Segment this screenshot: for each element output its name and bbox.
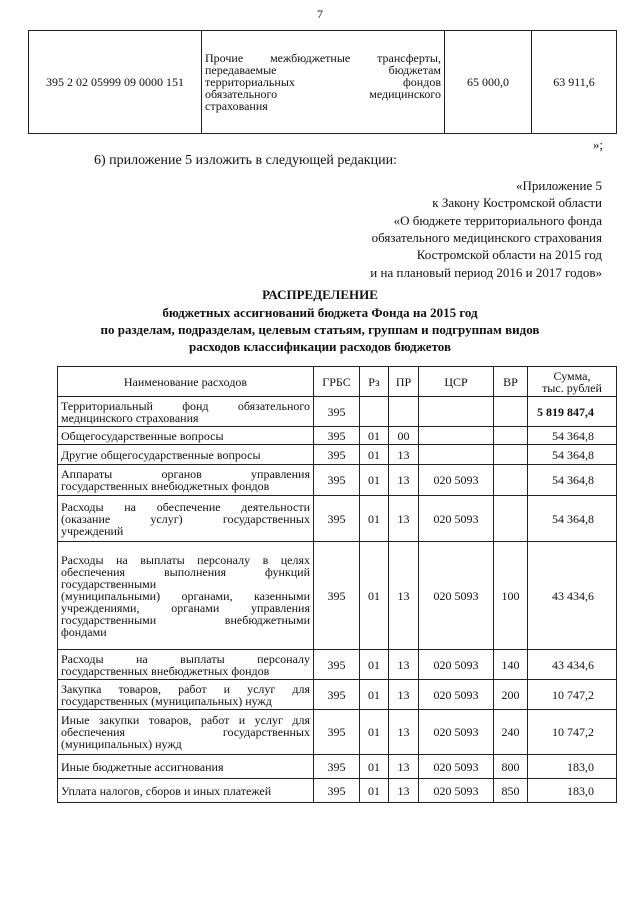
csr-cell: 020 5093 <box>419 650 494 680</box>
header-vr: ВР <box>494 367 528 397</box>
description-cell <box>202 31 445 134</box>
csr-cell: 020 5093 <box>419 465 494 496</box>
table-row <box>58 465 617 496</box>
expense-name-line: Расходы на выплаты персоналу <box>61 651 310 666</box>
expense-name-line: государственных внебюджетных фондов <box>61 479 270 493</box>
header-pr: ПР <box>389 367 419 397</box>
pr-cell: 13 <box>389 680 419 710</box>
sum-cell: 43 434,6 <box>528 650 617 680</box>
rz-cell: 01 <box>360 542 389 650</box>
expense-name-line: Расходы на выплаты персоналу в целях <box>61 552 310 567</box>
pr-cell: 13 <box>389 445 419 465</box>
rz-cell: 01 <box>360 755 389 779</box>
sum-cell: 54 364,8 <box>528 465 617 496</box>
sum-cell: 10 747,2 <box>528 680 617 710</box>
vr-cell: 240 <box>494 710 528 755</box>
csr-cell <box>419 427 494 445</box>
appendix-header-line: «Приложение 5 <box>515 178 602 193</box>
expense-name-cell <box>58 755 314 779</box>
table-row <box>58 427 617 445</box>
expense-name-line: Аппараты органов управления <box>61 467 310 481</box>
expense-name-line: фондами <box>61 624 107 639</box>
expense-name-cell <box>58 427 314 445</box>
pr-cell: 13 <box>389 650 419 680</box>
header-name: Наименование расходов <box>58 367 314 397</box>
vr-cell: 850 <box>494 779 528 803</box>
expense-name-line: Закупка товаров, работ и услуг для <box>61 681 310 696</box>
csr-cell: 020 5093 <box>419 542 494 650</box>
header-sum <box>528 367 617 397</box>
pr-cell: 13 <box>389 496 419 542</box>
table-row <box>29 31 617 134</box>
expense-name-line: государственных внебюджетных фондов <box>61 663 270 678</box>
document-subtitle: по разделам, подразделам, целевым статьям, группам и подгруппам видов <box>100 322 540 337</box>
sum-cell: 5 819 847,4 <box>528 397 617 427</box>
vr-cell <box>494 427 528 445</box>
csr-cell: 020 5093 <box>419 755 494 779</box>
rz-cell: 01 <box>360 710 389 755</box>
document-title: РАСПРЕДЕЛЕНИЕ <box>262 287 378 302</box>
rz-cell: 01 <box>360 650 389 680</box>
grbs-cell: 395 <box>314 710 360 755</box>
expense-name-cell <box>58 650 314 680</box>
expense-name-cell <box>58 397 314 427</box>
pr-cell <box>389 397 419 427</box>
table-row <box>58 542 617 650</box>
grbs-cell: 395 <box>314 427 360 445</box>
table-header-row <box>58 367 617 397</box>
expense-name-cell <box>58 445 314 465</box>
vr-cell: 800 <box>494 755 528 779</box>
grbs-cell: 395 <box>314 650 360 680</box>
expense-name-line: государственными внебюджетными <box>61 612 310 627</box>
expense-name-line: Общегосударственные вопросы <box>61 428 224 443</box>
csr-cell <box>419 397 494 427</box>
pr-cell: 13 <box>389 465 419 496</box>
expense-name-line: (оказание услуг) государственных <box>61 511 310 526</box>
csr-cell: 020 5093 <box>419 680 494 710</box>
grbs-cell: 395 <box>314 496 360 542</box>
pr-cell: 13 <box>389 710 419 755</box>
expense-name-cell <box>58 465 314 496</box>
csr-cell <box>419 445 494 465</box>
appendix-header-line: обязательного медицинского страхования <box>371 230 602 245</box>
sum-cell: 183,0 <box>528 779 617 803</box>
csr-cell: 020 5093 <box>419 779 494 803</box>
document-subtitle: бюджетных ассигнований бюджета Фонда на 2015 год <box>162 305 478 320</box>
value-2015-cell: 65 000,0 <box>445 31 532 134</box>
table-row <box>58 397 617 427</box>
header-csr: ЦСР <box>419 367 494 397</box>
grbs-cell: 395 <box>314 397 360 427</box>
header-grbs: ГРБС <box>314 367 360 397</box>
expense-name-line: государственными <box>61 576 157 591</box>
appendix-header-line: Костромской области на 2015 год <box>416 247 602 262</box>
grbs-cell: 395 <box>314 755 360 779</box>
value-2016-cell: 63 911,6 <box>532 31 617 134</box>
appendix-header-line: к Закону Костромской области <box>432 195 602 210</box>
budget-code-cell: 395 2 02 05999 09 0000 151 <box>29 31 202 134</box>
vr-cell <box>494 465 528 496</box>
vr-cell <box>494 496 528 542</box>
grbs-cell: 395 <box>314 542 360 650</box>
closing-quote: »; <box>592 137 603 152</box>
expense-name-line: (муниципальных) нужд <box>61 737 182 751</box>
expense-name-line: Территориальный фонд обязательного <box>61 398 310 413</box>
amendment-instruction: 6) приложение 5 изложить в следующей редакции: <box>94 153 397 168</box>
pr-cell: 00 <box>389 427 419 445</box>
header-sum-line: тыс. рублей <box>542 380 602 395</box>
rz-cell: 01 <box>360 465 389 496</box>
header-sum-line: Сумма, <box>553 368 591 383</box>
vr-cell <box>494 397 528 427</box>
table-row <box>58 680 617 710</box>
grbs-cell: 395 <box>314 779 360 803</box>
grbs-cell: 395 <box>314 465 360 496</box>
expense-name-line: Другие общегосударственные вопросы <box>61 447 261 462</box>
expense-name-cell <box>58 710 314 755</box>
csr-cell: 020 5093 <box>419 710 494 755</box>
csr-cell: 020 5093 <box>419 496 494 542</box>
sum-cell: 10 747,2 <box>528 710 617 755</box>
expense-name-cell <box>58 779 314 803</box>
table-row <box>58 650 617 680</box>
expense-name-line: Уплата налогов, сборов и иных платежей <box>61 783 272 798</box>
rz-cell: 01 <box>360 680 389 710</box>
grbs-cell: 395 <box>314 680 360 710</box>
description-line: передаваемые бюджетам <box>205 63 441 77</box>
description-line: обязательного медицинского <box>205 87 441 101</box>
description-line: страхования <box>205 99 268 113</box>
rz-cell: 01 <box>360 496 389 542</box>
vr-cell <box>494 445 528 465</box>
description-line: Прочие межбюджетные трансферты, <box>205 51 441 65</box>
pr-cell: 13 <box>389 779 419 803</box>
rz-cell <box>360 397 389 427</box>
appendix-header-line: «О бюджете территориального фонда <box>393 213 602 228</box>
expense-name-line: Иные закупки товаров, работ и услуг для <box>61 713 310 727</box>
header-rz: Рз <box>360 367 389 397</box>
appendix-header-line: и на плановый период 2016 и 2017 годов» <box>370 265 602 280</box>
sum-cell: 54 364,8 <box>528 427 617 445</box>
sum-cell: 54 364,8 <box>528 445 617 465</box>
grbs-cell: 395 <box>314 445 360 465</box>
table-row <box>58 710 617 755</box>
table-row <box>58 755 617 779</box>
expense-name-line: Расходы на обеспечение деятельности <box>61 499 310 514</box>
table-row <box>58 779 617 803</box>
rz-cell: 01 <box>360 427 389 445</box>
expense-name-line: учреждениями, органами управления <box>61 600 310 615</box>
expense-name-line: учреждений <box>61 523 124 538</box>
sum-cell: 54 364,8 <box>528 496 617 542</box>
pr-cell: 13 <box>389 755 419 779</box>
expense-name-line: (муниципальными) органами, казенными <box>61 588 310 603</box>
document-subtitle: расходов классификации расходов бюджетов <box>189 339 451 354</box>
top-continuation-table <box>28 30 617 134</box>
vr-cell: 100 <box>494 542 528 650</box>
vr-cell: 140 <box>494 650 528 680</box>
expense-name-line: Иные бюджетные ассигнования <box>61 759 224 774</box>
rz-cell: 01 <box>360 445 389 465</box>
expense-name-line: обеспечения выполнения функций <box>61 564 310 579</box>
expense-name-line: государственных (муниципальных) нужд <box>61 693 272 708</box>
sum-cell: 183,0 <box>528 755 617 779</box>
expense-name-cell <box>58 680 314 710</box>
rz-cell: 01 <box>360 779 389 803</box>
expense-name-cell <box>58 542 314 650</box>
vr-cell: 200 <box>494 680 528 710</box>
pr-cell: 13 <box>389 542 419 650</box>
expense-name-line: обеспечения государственных <box>61 725 310 739</box>
page-number: 7 <box>317 7 323 21</box>
expense-name-line: медицинского страхования <box>61 410 199 425</box>
budget-allocation-table <box>57 366 617 803</box>
description-line: территориальных фондов <box>205 75 441 89</box>
table-row <box>58 445 617 465</box>
table-row <box>58 496 617 542</box>
expense-name-cell <box>58 496 314 542</box>
sum-cell: 43 434,6 <box>528 542 617 650</box>
